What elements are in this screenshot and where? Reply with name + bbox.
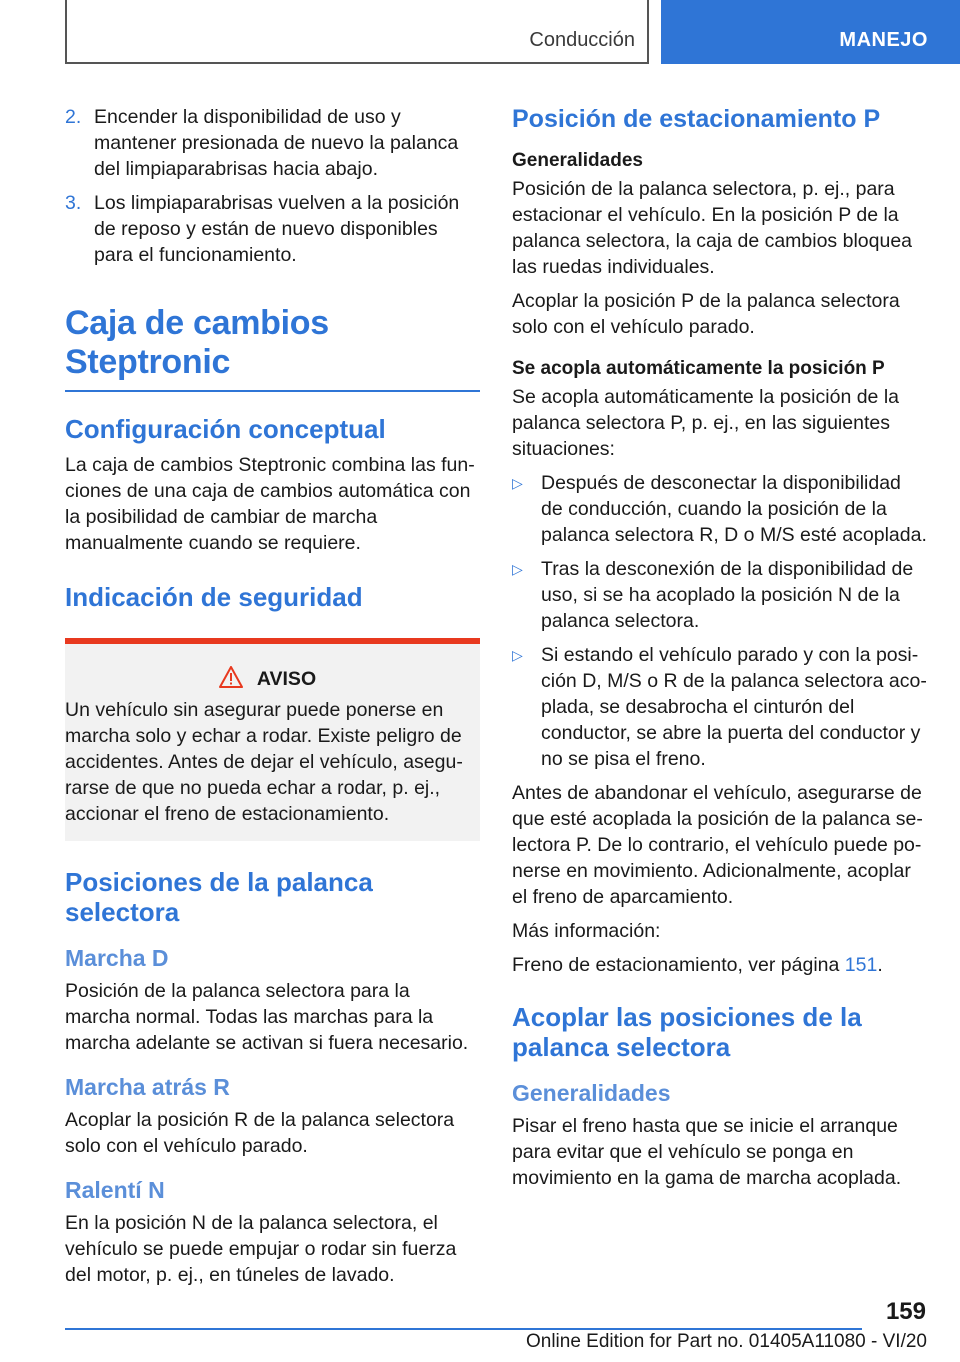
list-item [512, 470, 927, 548]
step-item [65, 190, 480, 268]
ref-text: Freno de estacionamiento, ver página [512, 954, 845, 976]
positions-heading: Posiciones de la palanca selectora [65, 867, 373, 927]
step-text: Los limpiaparabrisas vuelven a la posición de reposo y están de nuevo disponibles para el funcionamiento. [94, 192, 460, 266]
leave-text: Antes de abandonar el vehículo, asegurarse de que esté acoplada la posición de la palanca selectora P. De lo contrario, el vehículo puede ponerse en movimiento. Adicionalmente, acoplar el freno de aparcamiento. [512, 782, 923, 908]
warning-box [65, 638, 480, 841]
drive-text: Posición de la palanca selectora para la marcha normal. Todas las marchas para la marcha adelante se activan si fuera necesario. [65, 980, 469, 1054]
left-column [65, 104, 480, 1296]
drive-heading: Marcha D [65, 945, 169, 971]
bullet-triangle-icon: ▷ [512, 475, 523, 491]
warning-title: AVISO [256, 668, 317, 690]
more-info-label: Más información: [512, 920, 661, 942]
footer-divider [65, 1328, 862, 1330]
general-text: Posición de la palanca selectora, p. ej., para estacionar el vehículo. En la posición P de la palanca selectora, la caja de cambios bloquea las ruedas individuales. [512, 178, 913, 278]
warning-triangle-icon [219, 666, 243, 693]
header-frame [65, 0, 649, 64]
safety-heading: Indicación de seguridad [65, 582, 363, 612]
section-tab[interactable]: MANEJO [661, 0, 960, 64]
list-item [512, 556, 927, 634]
step-number: 3. [65, 192, 82, 214]
reverse-heading: Marcha atrás R [65, 1074, 230, 1100]
ref-end: . [877, 954, 883, 976]
page-number: 159 [885, 1298, 926, 1325]
concept-heading: Configuración conceptual [65, 414, 386, 444]
park-heading: Posición de estacionamiento P [512, 105, 881, 133]
warning-header [65, 666, 470, 693]
footer-edition: Online Edition for Part no. 01405A11080 - VI/20 [525, 1331, 927, 1352]
general-text: Acoplar la posición P de la palanca selectora solo con el vehículo parado. [512, 290, 900, 338]
list-item-text: Tras la desconexión de la disponibilidad de uso, si se ha acoplado la posición N de la palanca selectora. [541, 558, 914, 632]
chapter-title: Conducción [529, 29, 635, 51]
general-heading: Generalidades [512, 150, 643, 171]
right-column [512, 104, 927, 1199]
bullet-triangle-icon: ▷ [512, 647, 523, 663]
auto-heading: Se acopla automáticamente la posición P [512, 358, 885, 379]
chapter-heading: Caja de cambios Steptronic [65, 304, 480, 392]
neutral-heading: Ralentí N [65, 1177, 165, 1203]
engage-general-heading: Generalidades [512, 1080, 671, 1106]
cross-reference [512, 952, 927, 978]
list-item-text: Después de desconectar la disponibilidad de conducción, cuando la posición de la palanca selectora R, D o M/S esté acoplada. [541, 472, 927, 546]
engage-heading: Acoplar las posiciones de la palanca selectora [512, 1002, 862, 1062]
reverse-text: Acoplar la posición R de la palanca selectora solo con el vehículo parado. [65, 1109, 455, 1157]
neutral-text: En la posición N de la palanca selectora, el vehículo se puede empujar o rodar sin fuerza del motor, p. ej., en túneles de lavado. [65, 1212, 457, 1286]
step-text: Encender la disponibilidad de uso y mantener presionada de nuevo la palanca del limpiaparabrisas hacia abajo. [94, 106, 459, 180]
auto-text: Se acopla automáticamente la posición de la palanca selectora P, p. ej., en las siguientes situaciones: [512, 386, 899, 460]
bullet-triangle-icon: ▷ [512, 561, 523, 577]
list-item-text: Si estando el vehículo parado y con la posición D, M/S o R de la palanca selectora acoplada, se desabrocha el cinturón del conductor, se abre la puerta del conductor y no se pisa el freno. [541, 644, 927, 770]
page-link[interactable]: 151 [844, 954, 878, 976]
warning-text: Un vehículo sin asegurar puede ponerse en marcha solo y echar a rodar. Existe peligro de accidentes. Antes de dejar el vehículo, asegurarse de que no pueda echar a rodar, p. ej., accionar el freno de estacionamiento. [65, 699, 463, 825]
step-number: 2. [65, 106, 82, 128]
concept-text: La caja de cambios Steptronic combina las funciones de una caja de cambios automática con la posibilidad de cambiar de marcha manualmente cuando se requiere. [65, 454, 475, 554]
engage-text: Pisar el freno hasta que se inicie el arranque para evitar que el vehículo se ponga en movimiento en la gama de marcha acoplada. [512, 1115, 902, 1189]
step-item [65, 104, 480, 182]
list-item [512, 642, 927, 772]
